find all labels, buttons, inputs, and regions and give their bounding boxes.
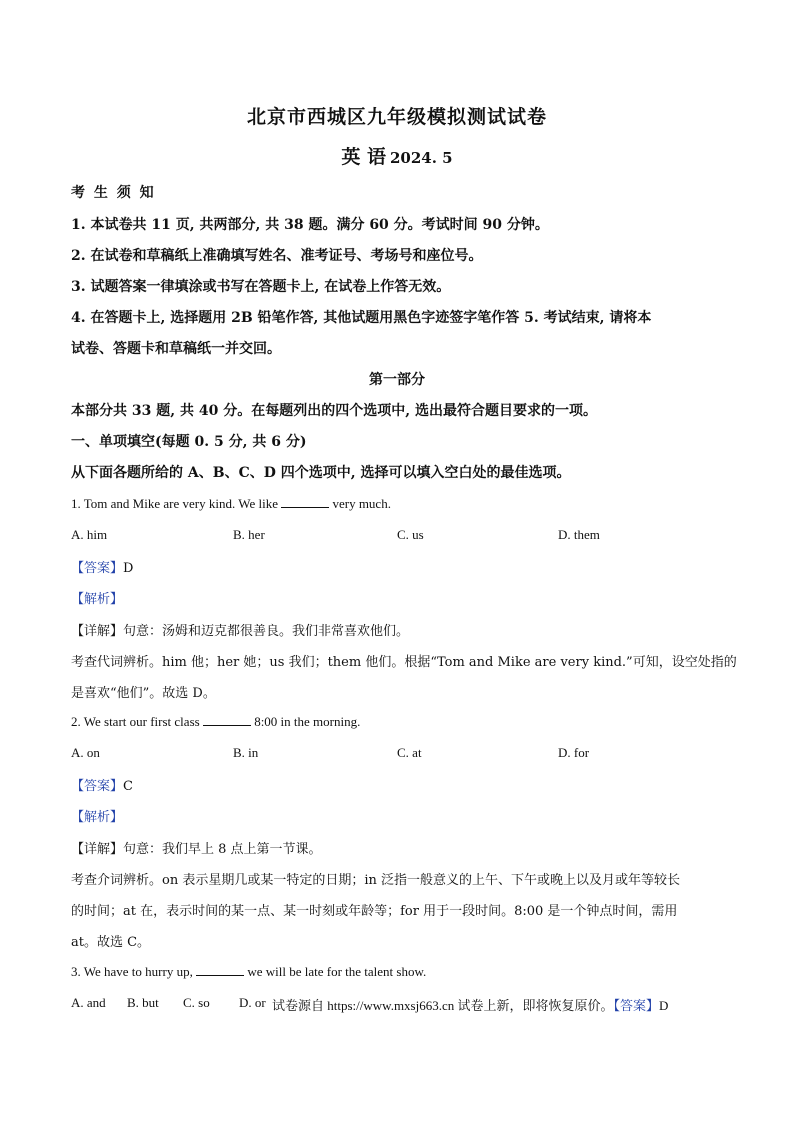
analysis-label: 【解析】 <box>71 592 124 607</box>
notice-item: 3. 试题答案一律填涂或书写在答题卡上, 在试卷上作答无效。 <box>71 279 451 295</box>
answer-blank <box>281 495 329 508</box>
notice-item: 4. 在答题卡上, 选择题用 2B 铅笔作答, 其他试题用黑色字迹签字笔作答 5. 考试结束, 请将本 <box>71 310 652 326</box>
option-a: A. him <box>71 527 108 542</box>
section-instruction: 从下面各题所给的 A、B、C、D 四个选项中, 选择可以填入空白处的最佳选项。 <box>71 465 571 481</box>
source-note <box>272 995 668 1014</box>
stem-text: 1. Tom and Mike are very kind. We like <box>71 496 278 511</box>
detail-line <box>71 838 322 857</box>
answer-blank <box>196 963 244 976</box>
stem-text: 2. We start our first class <box>71 714 200 729</box>
detail-text: 句意：我们早上 8 点上第一节课。 <box>123 842 322 857</box>
subject-title <box>0 142 794 169</box>
detail-label: 【详解】 <box>71 842 124 857</box>
detail-text: 句意：汤姆和迈克都很善良。我们非常喜欢他们。 <box>123 624 410 639</box>
question-stem <box>71 713 360 730</box>
option-d: D. them <box>558 527 600 542</box>
option-b: B. in <box>233 745 259 760</box>
stem-text: very much. <box>332 496 391 511</box>
option-d: D. for <box>558 745 590 760</box>
option-b: B. but <box>127 995 159 1010</box>
question-stem <box>71 963 426 980</box>
option-c: C. so <box>183 995 210 1010</box>
analysis-line <box>71 806 123 825</box>
analysis-label: 【解析】 <box>71 810 124 825</box>
stem-text: 3. We have to hurry up, <box>71 964 193 979</box>
notice-item: 1. 本试卷共 11 页, 共两部分, 共 38 题。满分 60 分。考试时间 90 分钟。 <box>71 217 549 233</box>
explanation-line: at。故选 C。 <box>71 935 151 950</box>
answer-value: D <box>123 561 134 576</box>
answer-label: 【答案】 <box>71 779 124 794</box>
answer-label: 【答案】 <box>71 561 124 576</box>
notice-heading: 考 生 须 知 <box>71 185 156 201</box>
explanation-line: 的时间；at 在，表示时间的某一点、某一时刻或年龄等；for 用于一段时间。8:00 是一个钟点时间，需用 <box>71 904 678 919</box>
notice-item: 2. 在试卷和草稿纸上准确填写姓名、准考证号、考场号和座位号。 <box>71 248 483 264</box>
detail-label: 【详解】 <box>71 624 124 639</box>
subject-name: 英 语 <box>341 146 386 168</box>
notice-item: 试卷、答题卡和草稿纸一并交回。 <box>71 341 281 357</box>
option-c: C. us <box>397 527 424 542</box>
answer-value: D <box>659 998 669 1013</box>
stem-text: 8:00 in the morning. <box>254 714 361 729</box>
explanation-line: 考查介词辨析。on 表示星期几或某一特定的日期；in 泛指一般意义的上午、下午或晚上以及月或年等较长 <box>71 873 680 888</box>
detail-line <box>71 620 409 639</box>
part-intro: 本部分共 33 题, 共 40 分。在每题列出的四个选项中, 选出最符合题目要求的一项。 <box>71 403 597 419</box>
explanation-line: 是喜欢“他们”。故选 D。 <box>71 686 216 701</box>
section-title: 一、单项填空(每题 0. 5 分, 共 6 分) <box>71 434 307 450</box>
analysis-line <box>71 588 123 607</box>
answer-value: C <box>123 779 133 794</box>
source-note-text: 试卷源自 https://www.mxsj663.cn 试卷上新，即将恢复原价。 <box>272 998 614 1013</box>
exam-title: 北京市西城区九年级模拟测试试卷 <box>246 106 547 128</box>
part-title: 第一部分 <box>369 372 425 388</box>
answer-line <box>71 775 133 794</box>
answer-label: 【答案】 <box>613 998 660 1013</box>
exam-date: 2024. 5 <box>389 149 453 167</box>
option-b: B. her <box>233 527 265 542</box>
option-c: C. at <box>397 745 422 760</box>
answer-blank <box>203 713 251 726</box>
answer-line <box>71 557 133 576</box>
question-stem <box>71 495 391 512</box>
option-a: A. and <box>71 995 106 1010</box>
option-d: D. or <box>239 995 266 1010</box>
explanation-line: 考查代词辨析。him 他；her 她；us 我们；them 他们。根据“Tom and Mike are very kind.”可知，设空处指的 <box>71 655 737 670</box>
option-a: A. on <box>71 745 100 760</box>
stem-text: we will be late for the talent show. <box>247 964 427 979</box>
